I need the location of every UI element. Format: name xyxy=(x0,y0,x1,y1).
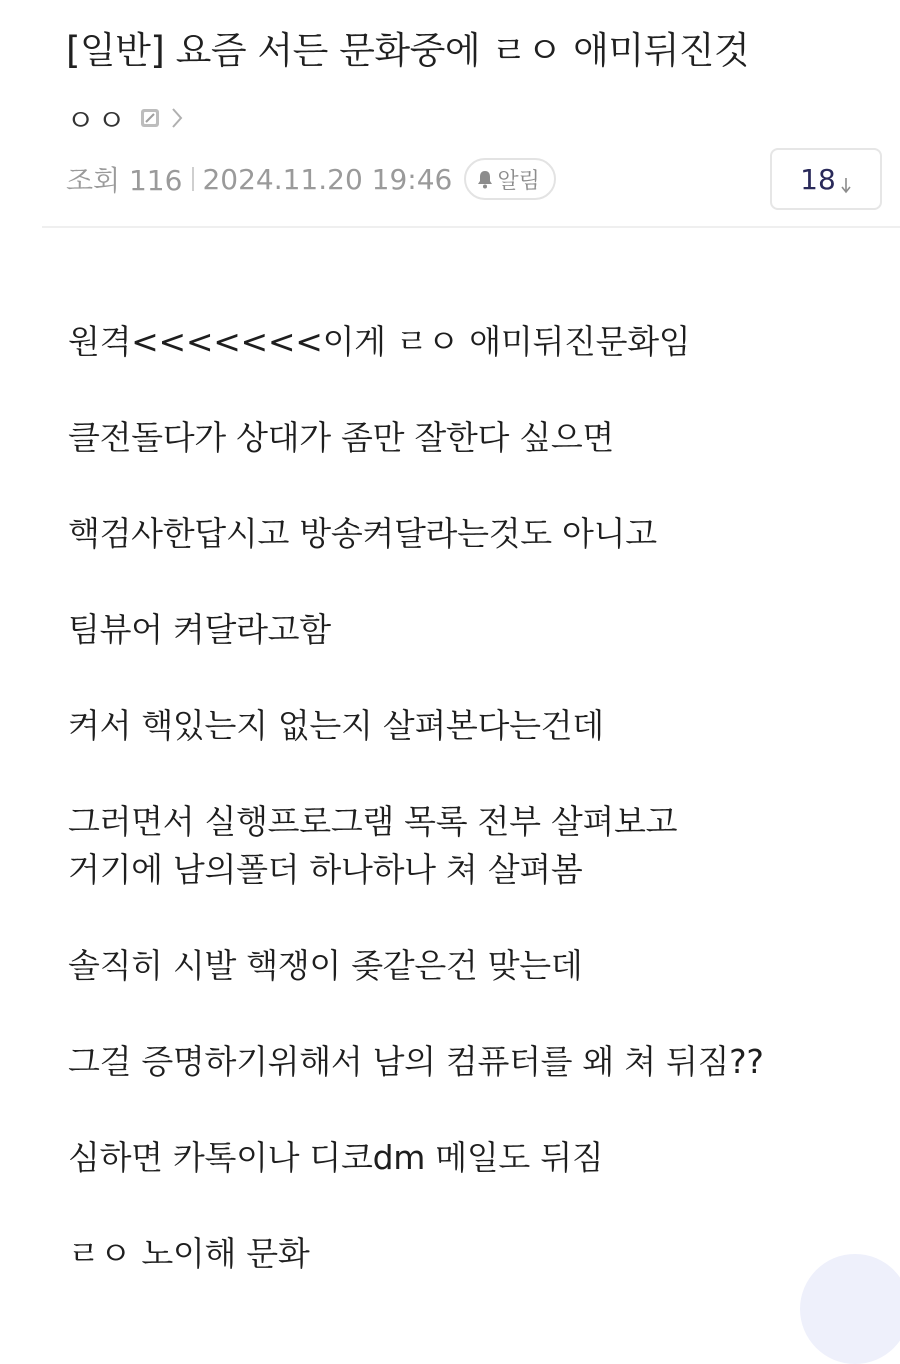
alarm-button[interactable] xyxy=(464,158,556,200)
post-datetime: 2024.11.20 19:46 xyxy=(202,162,453,196)
post-title: [일반] 요즘 서든 문화중에 ㄹㅇ 애미뒤진것 xyxy=(66,29,750,72)
paragraph-line: 켜서 핵있는지 없는지 살펴본다는건데 xyxy=(68,706,604,745)
post-paragraph xyxy=(68,798,888,894)
post-paragraph xyxy=(68,702,888,750)
paragraph-line: 거기에 남의폴더 하나하나 쳐 살펴봄 xyxy=(68,850,583,889)
post-meta xyxy=(66,157,556,201)
paragraph-line: 핵검사한답시고 방송켜달라는것도 아니고 xyxy=(68,514,657,553)
arrow-down-icon xyxy=(840,169,852,189)
paragraph-line: 심하면 카톡이나 디코dm 메일도 뒤짐 xyxy=(68,1138,604,1177)
meta-divider xyxy=(192,167,194,191)
alarm-label: 알림 xyxy=(497,168,540,194)
view-count: 조회 116 xyxy=(66,164,183,197)
post-paragraph xyxy=(68,606,888,654)
post-paragraph xyxy=(68,318,888,366)
post-body xyxy=(68,318,888,1326)
post-paragraph xyxy=(68,1038,888,1086)
bell-icon xyxy=(476,169,494,189)
post-paragraph xyxy=(68,1134,888,1182)
post-paragraph xyxy=(68,1230,888,1278)
comment-count: 18 xyxy=(800,162,836,196)
paragraph-line: ㄹㅇ 노이해 문화 xyxy=(68,1234,310,1273)
post-paragraph xyxy=(68,510,888,558)
level-badge-icon xyxy=(140,108,160,128)
comment-count-button[interactable] xyxy=(770,148,882,210)
paragraph-line: 그러면서 실행프로그램 목록 전부 살펴보고 xyxy=(68,802,678,841)
paragraph-line: 솔직히 시발 핵쟁이 좆같은건 맞는데 xyxy=(68,946,583,985)
floating-action-button[interactable] xyxy=(800,1254,900,1364)
paragraph-line: 그걸 증명하기위해서 남의 컴퓨터를 왜 쳐 뒤짐?? xyxy=(68,1042,764,1081)
paragraph-line: 클전돌다가 상대가 좀만 잘한다 싶으면 xyxy=(68,418,615,457)
paragraph-line: 원격<<<<<<<이게 ㄹㅇ 애미뒤진문화임 xyxy=(68,322,691,361)
header-divider xyxy=(42,226,900,228)
post-paragraph xyxy=(68,414,888,462)
paragraph-line: 팀뷰어 켜달라고함 xyxy=(68,610,331,649)
chevron-right-icon[interactable] xyxy=(170,105,184,131)
author-row[interactable] xyxy=(66,98,184,138)
post-paragraph xyxy=(68,942,888,990)
author-name[interactable]: ㅇㅇ xyxy=(66,104,128,139)
